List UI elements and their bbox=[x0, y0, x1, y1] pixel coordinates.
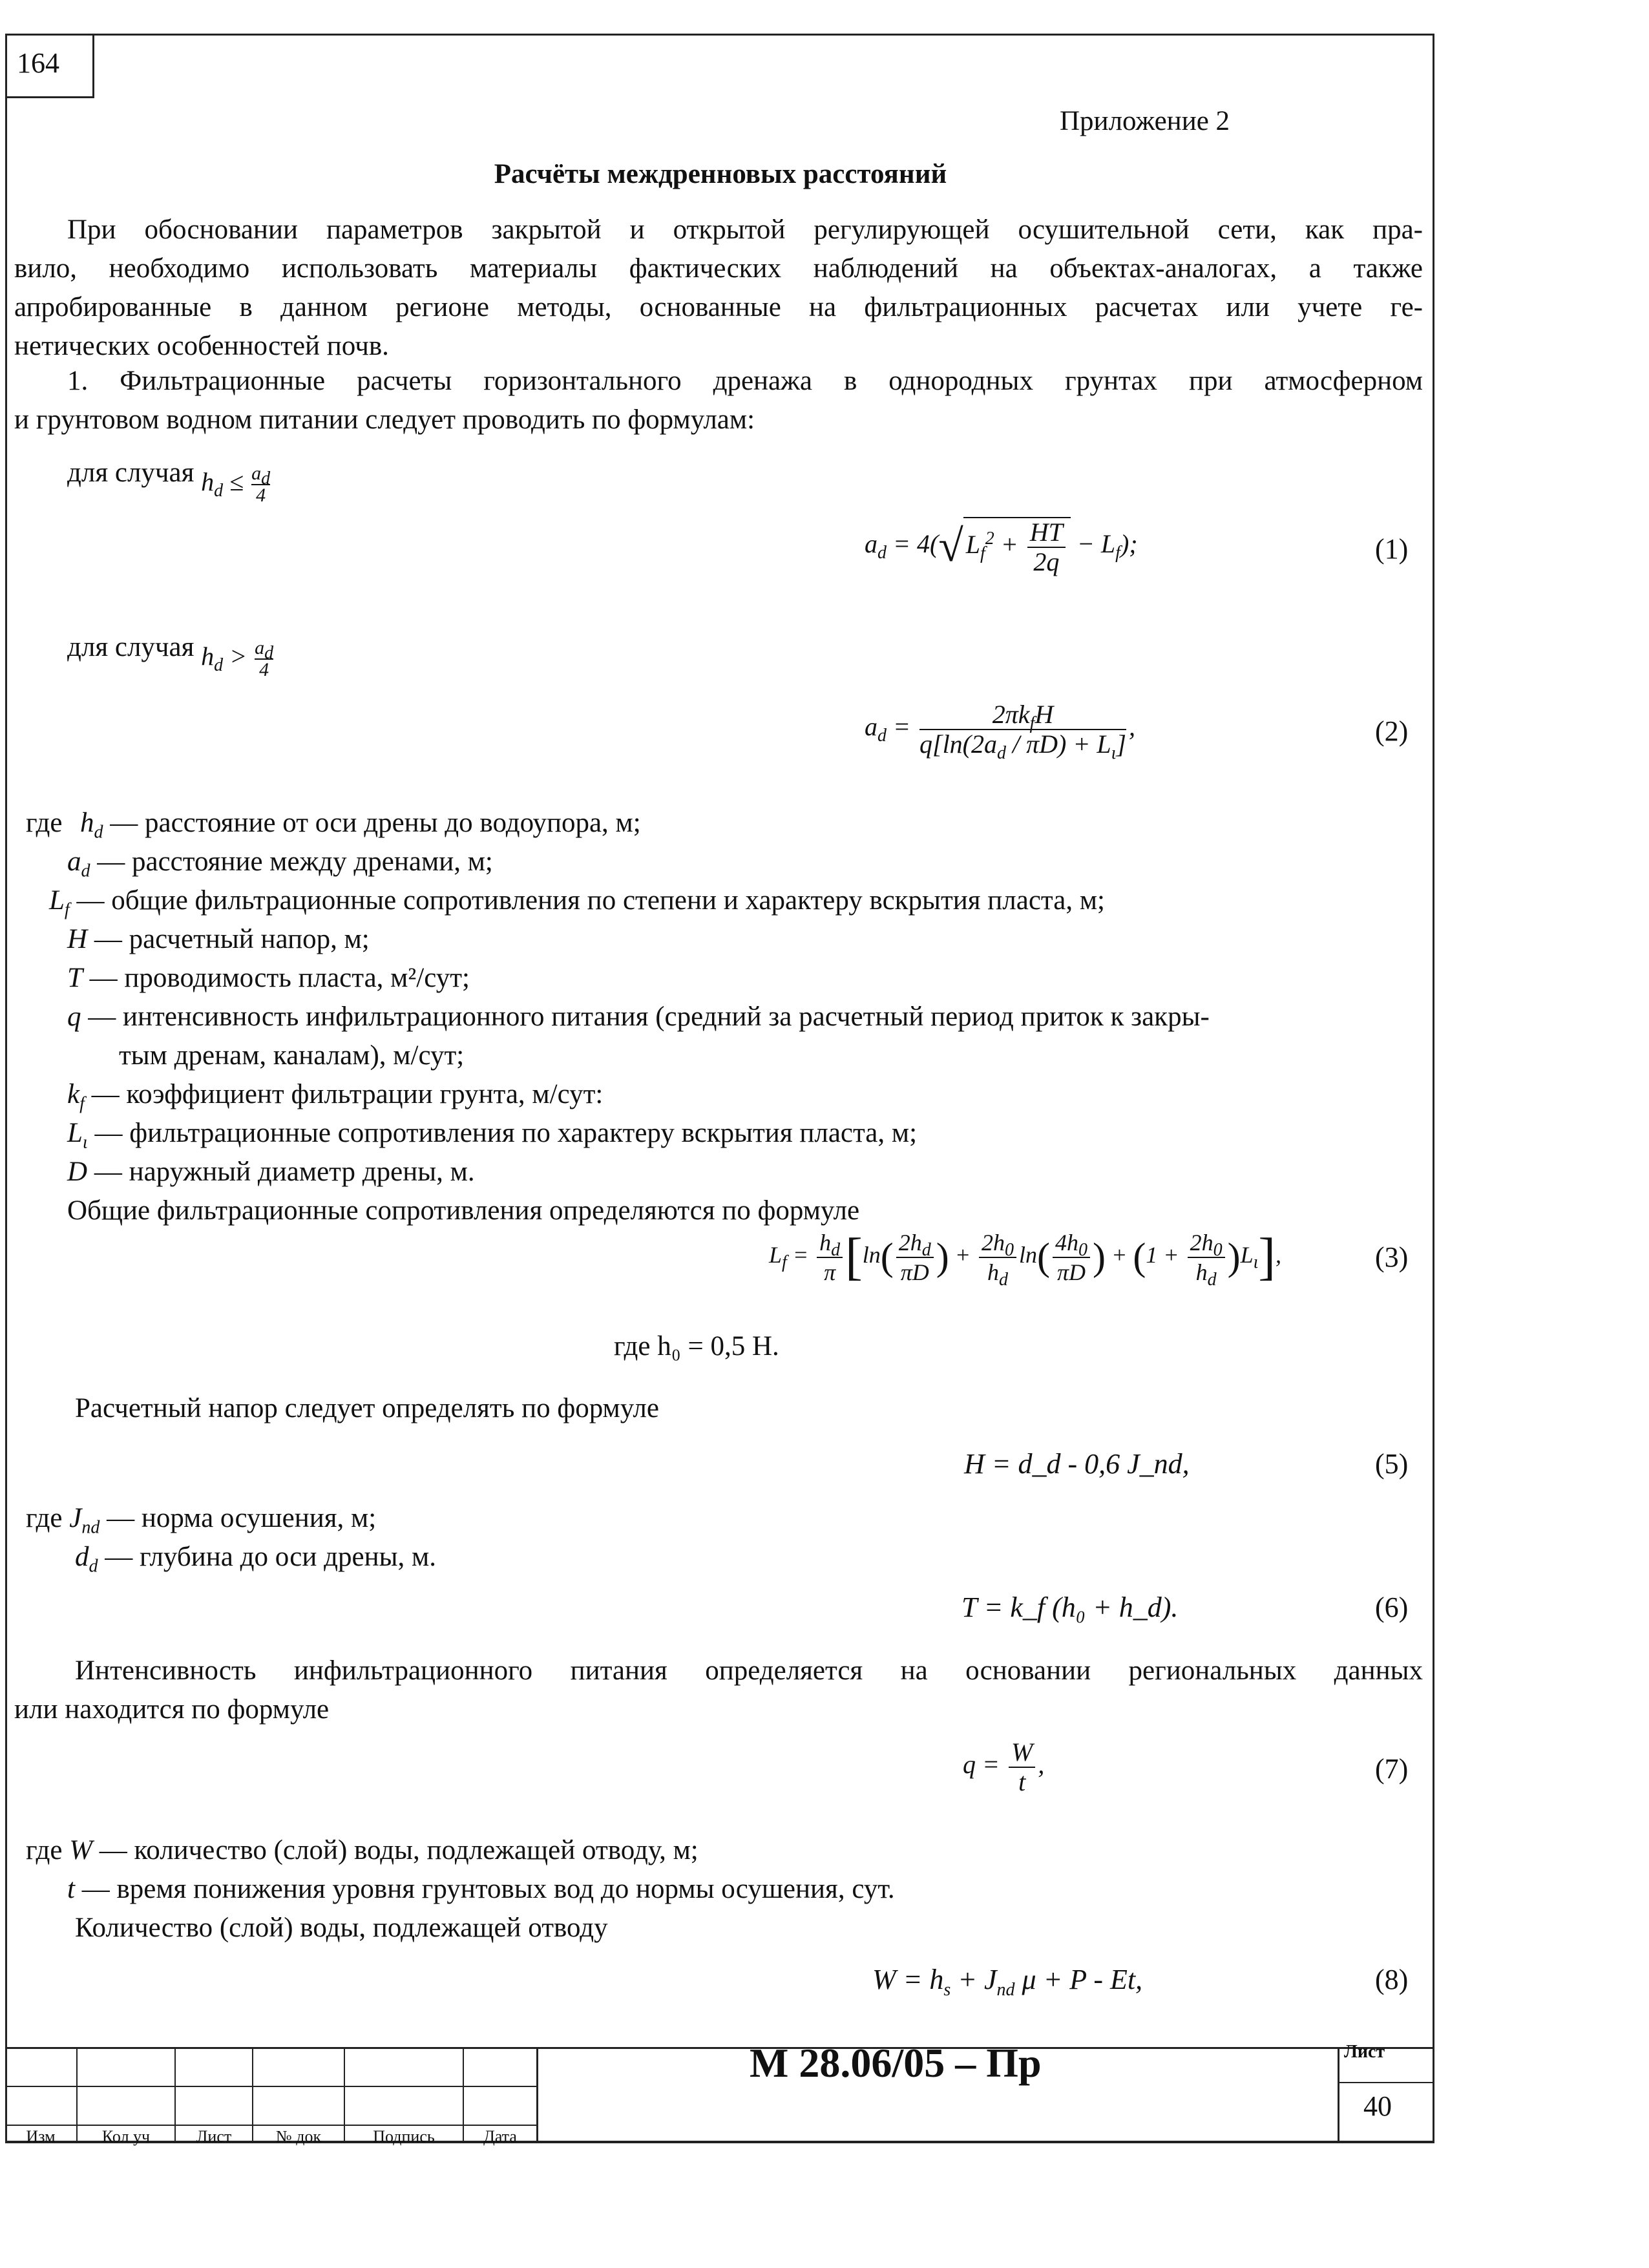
eq-number-3: (3) bbox=[1375, 1241, 1409, 1273]
col-doc: № док bbox=[275, 2127, 322, 2146]
definitions-list-cont bbox=[49, 843, 1424, 1230]
col-date: Дата bbox=[483, 2127, 517, 2146]
infiltration-paragraph bbox=[14, 1652, 1423, 1729]
point1-paragraph bbox=[14, 362, 1423, 439]
eq-number-2: (2) bbox=[1375, 715, 1409, 747]
head-text: Расчетный напор следует определять по формуле bbox=[75, 1393, 659, 1423]
col-signature: Подпись bbox=[373, 2127, 435, 2146]
infiltration-line: или находится по формуле bbox=[14, 1694, 330, 1725]
definition-item: $L_f$ — общие фильтрационные сопротивления по степени и характеру вскрытия пласта, м; bbox=[49, 885, 1105, 920]
eq-number-7: (7) bbox=[1375, 1753, 1409, 1785]
case2-condition: $h_d$ > $\frac{a_d}{4}$ bbox=[201, 636, 274, 680]
intro-line: вило, необходимо использовать материалы фактических наблюдений на объектах-аналогах, а также bbox=[14, 253, 1423, 284]
formula-1: $a_d = 4(√$ $L_f^2$ + $\frac{HT}{2q}$ − $L_f$); bbox=[865, 518, 1138, 576]
definition-item: q — интенсивность инфильтрационного питания (средний за расчетный период приток к закры- bbox=[67, 1002, 1210, 1032]
formula-5: H = d_d - 0,6 J_nd, bbox=[964, 1448, 1190, 1480]
col-list: Лист bbox=[196, 2127, 232, 2146]
definition-item: D — наружный диаметр дрены, м. bbox=[67, 1157, 475, 1187]
definition-item: $h_d$ — расстояние от оси дрены до водоупора, м; bbox=[80, 808, 641, 843]
eq-number-1: (1) bbox=[1375, 533, 1409, 565]
appendix-label: Приложение 2 bbox=[1060, 106, 1230, 136]
eq-number-5: (5) bbox=[1375, 1448, 1409, 1480]
case1-label bbox=[67, 454, 271, 506]
def-dd: $d_d$ — глубина до оси дрены, м. bbox=[75, 1542, 436, 1577]
formula-6: T = k_f (h₀ + h_d). bbox=[961, 1591, 1179, 1623]
def-t: t — время понижения уровня грунтовых вод до нормы осушения, сут. bbox=[67, 1874, 895, 1904]
intro-line: При обосновании параметров закрытой и открытой регулирующей осушительной сети, как пра- bbox=[67, 215, 1423, 245]
definition-item: тым дренам, каналам), м/сут; bbox=[119, 1040, 465, 1071]
eq-number-6: (6) bbox=[1375, 1591, 1409, 1623]
page-title: Расчёты междренновых расстояний bbox=[494, 159, 947, 189]
col-izm: Изм bbox=[26, 2127, 56, 2146]
sheet-number: 40 bbox=[1363, 2090, 1392, 2122]
where-label: где bbox=[26, 808, 63, 838]
definition-item: $a_d$ — расстояние между дренами, м; bbox=[67, 846, 493, 881]
definition-item: $L_\iota$ — фильтрационные сопротивления по характеру вскрытия пласта, м; bbox=[67, 1118, 918, 1153]
point1-line: 1. Фильтрационные расчеты горизонтального дренажа в однородных грунтах при атмосферном bbox=[67, 366, 1423, 396]
definition-item: H — расчетный напор, м; bbox=[67, 924, 370, 954]
case2-text: для случая bbox=[67, 632, 194, 662]
intro-paragraph bbox=[14, 211, 1423, 366]
page-number: 164 bbox=[5, 34, 94, 98]
formula-3: $L_f$ = $\frac{h_d}{\pi}$ [ln( $\frac{2h_d}{\pi D}$ ) + $\frac{2h_0}{h_d}$ ln( $\frac{4h_0}{\pi D}$ ) + (1 + $\frac{2h_0}{h_d}$ )$L_\iota$], bbox=[769, 1228, 1282, 1290]
col-kol-uch: Кол уч bbox=[101, 2127, 151, 2146]
point1-line: и грунтовом водном питании следует проводить по формулам: bbox=[14, 404, 755, 435]
infiltration-line: Интенсивность инфильтрационного питания определяется на основании региональных данных bbox=[75, 1655, 1423, 1686]
def-jnd: где $J_{nd}$ — норма осушения, м; bbox=[26, 1503, 377, 1538]
document-code: М 28.06/05 – Пр bbox=[750, 2040, 1042, 2086]
sheet-label: Лист bbox=[1344, 2042, 1385, 2062]
case1-condition: $h_d$ ≤ $\frac{a_d}{4}$ bbox=[201, 462, 271, 506]
definition-item: $k_f$ — коэффициент фильтрации грунта, м/сут: bbox=[67, 1079, 604, 1114]
formula-8: $W = h_s + J_{nd}$ μ + P - Et, bbox=[872, 1964, 1143, 2000]
intro-line: апробированные в данном регионе методы, основанные на фильтрационных расчетах или учете ге- bbox=[14, 292, 1423, 322]
water-amount-text: Количество (слой) воды, подлежащей отводу bbox=[75, 1913, 608, 1943]
general-resistance-text: Общие фильтрационные сопротивления определяются по формуле bbox=[67, 1195, 860, 1226]
case2-label bbox=[67, 628, 275, 680]
formula-7: q = $\frac{W}{t}$ , bbox=[963, 1738, 1045, 1796]
definitions-list bbox=[80, 804, 1424, 843]
formula-2: $a_d$ = $\frac{2\pi k_fH}{q[\ln(2a_d / \pi D) + L_\iota]}$ , bbox=[865, 700, 1135, 763]
definition-item: T — проводимость пласта, м²/сут; bbox=[67, 963, 470, 993]
h0-note: где h₀ = 0,5 H. bbox=[614, 1331, 779, 1361]
def-w: где W — количество (слой) воды, подлежащей отводу, м; bbox=[26, 1835, 698, 1865]
eq-number-8: (8) bbox=[1375, 1964, 1409, 1995]
case1-text: для случая bbox=[67, 457, 194, 488]
intro-line: нетических особенностей почв. bbox=[14, 331, 389, 361]
